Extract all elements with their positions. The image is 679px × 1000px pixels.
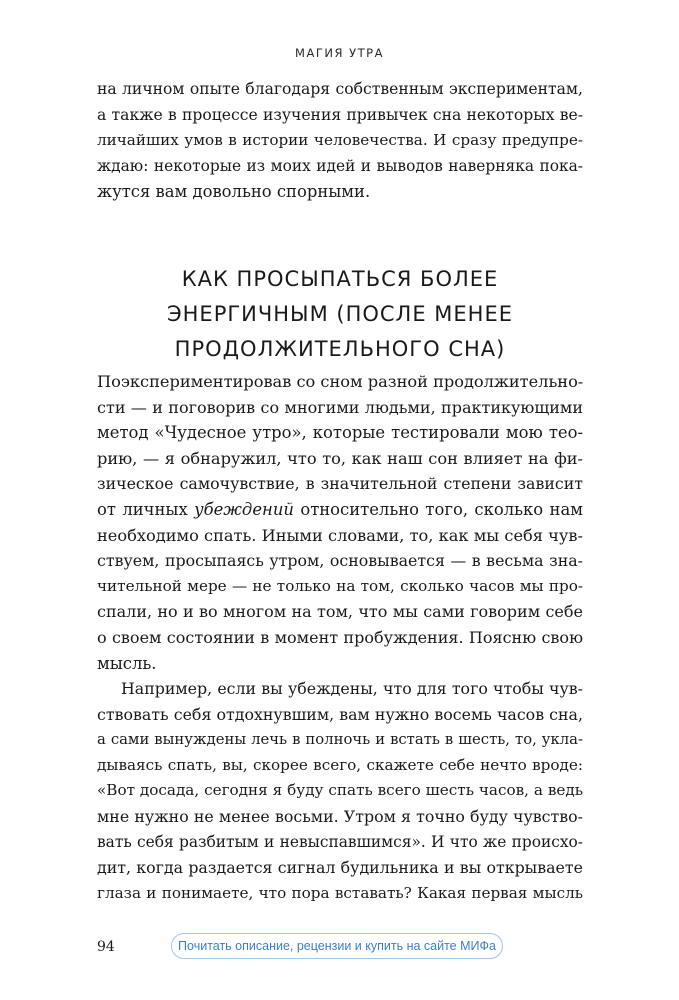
text-line: спали, но и во многом на том, что мы сами говорим себе — [97, 602, 583, 622]
text-line: Поэкспериментировав со сном разной продолжительно- — [97, 372, 584, 391]
text-line: сти — и поговорив со многими людьми, практикующими — [97, 397, 583, 417]
text-line: а также в процессе изучения привычек сна некоторых ве- — [97, 105, 583, 124]
text-line: «Вот досада, сегодня я буду спать всего шесть часов, а ведь — [97, 781, 583, 800]
text-line: зическое самочувствие, в значительной степени зависит — [97, 474, 583, 494]
section-heading-line: КАК ПРОСЫПАТЬСЯ БОЛЕЕ — [181, 267, 499, 291]
text-line: о своем состоянии в момент пробуждения. Поясню свою — [97, 627, 583, 647]
text-fragment: от личных — [97, 499, 195, 519]
text-line: личайших умов в истории человечества. И сразу предупре- — [97, 131, 583, 150]
intro-paragraph — [97, 77, 583, 205]
text-line: дываясь спать, вы, скорее всего, скажете себе нечто вроде: — [97, 755, 583, 774]
section-heading — [97, 262, 583, 367]
text-line: ждаю: некоторые из моих идей и выводов наверняка пока- — [97, 156, 583, 175]
text-line: ствовать себя отдохнувшим, вам нужно восемь часов сна, — [97, 704, 583, 724]
text-line: необходимо спать. Иными словами, то, как мы себя чув- — [97, 525, 583, 545]
text-line: рию, — я обнаружил, что то, как наш сон влияет на фи- — [97, 448, 583, 468]
running-head: МАГИЯ УТРА — [295, 46, 384, 60]
section-heading-line: ЭНЕРГИЧНЫМ (ПОСЛЕ МЕНЕЕ — [166, 302, 514, 326]
text-line: глаза и понимаете, что пора вставать? Какая первая мысль — [97, 883, 583, 902]
promo-link-button[interactable]: Почитать описание, рецензии и купить на сайте МИФа — [171, 933, 503, 959]
text-line: метод «Чудесное утро», которые тестировали мою тео- — [97, 423, 583, 443]
text-line — [97, 497, 583, 523]
text-line: ствуем, просыпаясь утром, основывается — в весьма зна- — [97, 551, 583, 571]
text-line: чительной мере — не только на том, сколько часов мы про- — [97, 576, 583, 595]
text-line: жутся вам довольно спорными. — [97, 182, 371, 202]
text-line: дит, когда раздается сигнал будильника и вы открываете — [97, 858, 583, 878]
text-line: а сами вынуждены лечь в полночь и встать в шесть, то, укла- — [97, 731, 583, 749]
page-number: 94 — [97, 939, 115, 955]
text-fragment: относительно того, сколько нам — [293, 499, 583, 519]
section-heading-line: ПРОДОЛЖИТЕЛЬНОГО СНА) — [174, 337, 506, 361]
text-line: Например, если вы убеждены, что для того чтобы чув- — [121, 679, 583, 698]
body-paragraph-1 — [97, 369, 583, 676]
text-line: мне нужно не менее восьми. Утром я точно буду чувство- — [97, 806, 583, 826]
body-paragraph-2 — [97, 676, 583, 906]
emphasized-word: убеждений — [194, 499, 294, 519]
text-line: вать себя разбитым и невыспавшимся». И что же происхо- — [97, 832, 583, 851]
text-line: мысль. — [97, 653, 157, 673]
text-line: на личном опыте благодаря собственным экспериментам, — [97, 80, 583, 98]
